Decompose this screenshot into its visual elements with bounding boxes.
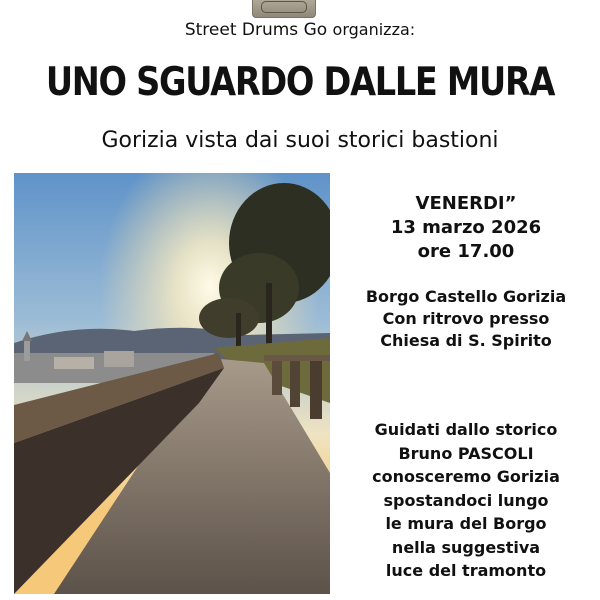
organizer-line xyxy=(0,20,600,40)
description-line: luce del tramonto xyxy=(385,561,547,580)
description-line: conosceremo Gorizia xyxy=(372,467,560,486)
description-line: nella suggestiva xyxy=(391,537,541,557)
emblem-logo xyxy=(252,0,316,18)
castle-walls-photo xyxy=(14,173,330,594)
event-when xyxy=(346,192,586,264)
description-line: Bruno PASCOLI xyxy=(398,443,534,463)
event-day: VENERDI” xyxy=(415,193,517,214)
location-line: Chiesa di S. Spirito xyxy=(380,331,552,350)
description-line: spostandoci lungo xyxy=(383,490,549,510)
event-description xyxy=(346,418,586,583)
event-title: UNO SGUARDO DALLE MURA xyxy=(45,60,555,105)
description-line: Guidati dallo storico xyxy=(374,420,558,439)
organizer-verb: organizza: xyxy=(332,20,416,39)
location-line: Borgo Castello Gorizia xyxy=(365,287,567,306)
description-line: le mura del Borgo xyxy=(385,514,547,533)
event-time: ore 17.00 xyxy=(417,241,515,262)
event-subtitle: Gorizia vista dai suoi storici bastioni xyxy=(101,128,499,153)
event-location xyxy=(346,286,586,352)
event-date: 13 marzo 2026 xyxy=(390,217,542,238)
location-line: Con ritrovo presso xyxy=(382,309,550,328)
organizer-name: Street Drums Go xyxy=(184,20,328,40)
